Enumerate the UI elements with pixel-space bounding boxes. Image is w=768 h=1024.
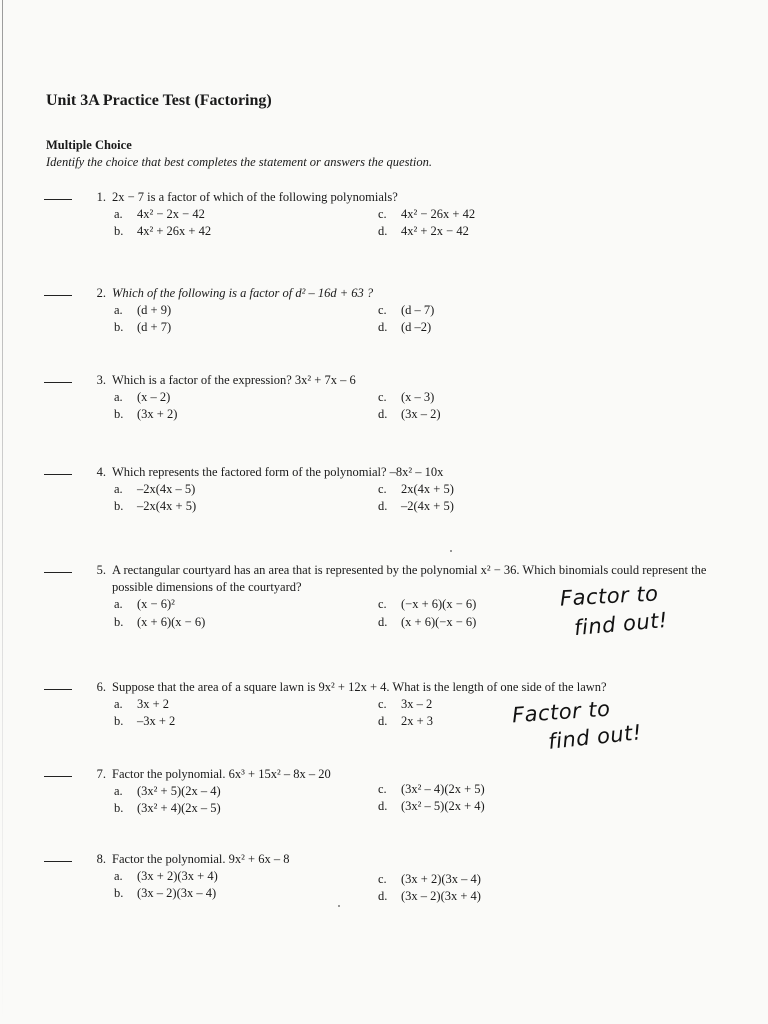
option-letter: a. [114, 303, 123, 317]
option-letter: d. [378, 615, 388, 629]
option-text: 2x + 3 [401, 714, 434, 728]
option-letter: d. [378, 889, 388, 903]
answer-blank[interactable] [44, 382, 72, 383]
question-number: 2. [96, 286, 106, 300]
option-text: (x – 2) [137, 390, 171, 404]
option-letter: a. [114, 597, 123, 611]
option-letter: a. [114, 697, 123, 711]
scan-speck [338, 905, 340, 907]
option-text: (d + 9) [137, 303, 172, 317]
option-letter: b. [114, 407, 124, 421]
option-text: (3x + 2)(3x + 4) [137, 869, 218, 883]
option-text: (3x² + 5)(2x – 4) [137, 784, 221, 798]
question-stem: A rectangular courtyard has an area that is represented by the polynomial x² − 36. Which binomials could represent the possible dimensions of the courtyard? [112, 563, 707, 594]
scan-speck [450, 550, 452, 552]
option-text: 2x(4x + 5) [401, 482, 454, 496]
option-text: (3x + 2)(3x – 4) [401, 872, 481, 886]
option-letter: d. [378, 799, 388, 813]
answer-blank[interactable] [44, 776, 72, 777]
answer-blank[interactable] [44, 474, 72, 475]
option-letter: a. [114, 482, 123, 496]
option-text: (3x² – 5)(2x + 4) [401, 799, 485, 813]
question-number: 6. [96, 680, 106, 694]
option-letter: a. [114, 784, 123, 798]
option-text: (x – 3) [401, 390, 435, 404]
question-number: 8. [96, 852, 106, 866]
option-letter: d. [378, 714, 388, 728]
option-letter: a. [114, 207, 123, 221]
option-letter: b. [114, 615, 124, 629]
option-text: (3x – 2)(3x – 4) [137, 886, 217, 900]
question-number: 4. [96, 465, 106, 479]
option-letter: c. [378, 782, 387, 796]
question-stem: Which of the following is a factor of d² – 16d + 63 ? [112, 286, 374, 300]
option-letter: d. [378, 499, 388, 513]
option-letter: b. [114, 320, 124, 334]
option-text: (3x² – 4)(2x + 5) [401, 782, 485, 796]
option-letter: a. [114, 869, 123, 883]
option-text: (x − 6)² [137, 597, 175, 611]
option-text: –2x(4x + 5) [137, 499, 197, 513]
handwritten-note-line2: find out! [547, 720, 643, 754]
option-letter: c. [378, 482, 387, 496]
question-stem: Which represents the factored form of the polynomial? –8x² – 10x [112, 465, 444, 479]
handwritten-note-line1: Factor to [559, 581, 660, 611]
option-text: 4x² − 2x − 42 [137, 207, 205, 221]
question-number: 3. [96, 373, 106, 387]
option-letter: a. [114, 390, 123, 404]
option-letter: c. [378, 390, 387, 404]
option-letter: d. [378, 320, 388, 334]
option-text: –3x + 2 [137, 714, 176, 728]
option-letter: b. [114, 499, 124, 513]
answer-blank[interactable] [44, 295, 72, 296]
question-stem: Factor the polynomial. 6x³ + 15x² – 8x – 20 [112, 767, 331, 781]
section-heading: Multiple Choice [46, 138, 132, 152]
question-stem: Which is a factor of the expression? 3x² + 7x – 6 [112, 373, 356, 387]
option-text: 4x² − 26x + 42 [401, 207, 476, 221]
option-text: 3x – 2 [401, 697, 433, 711]
page-edge [2, 0, 3, 1024]
answer-blank[interactable] [44, 689, 72, 690]
option-text: (3x – 2) [401, 407, 441, 421]
option-text: –2x(4x – 5) [137, 482, 196, 496]
section-instructions: Identify the choice that best completes the statement or answers the question. [46, 155, 433, 169]
option-text: (3x² + 4)(2x – 5) [137, 801, 221, 815]
option-text: –2(4x + 5) [401, 499, 454, 513]
answer-blank[interactable] [44, 199, 72, 200]
option-letter: c. [378, 872, 387, 886]
option-letter: b. [114, 224, 124, 238]
option-text: (d – 7) [401, 303, 435, 317]
question-stem: 2x − 7 is a factor of which of the following polynomials? [112, 190, 398, 204]
option-text: (−x + 6)(x − 6) [401, 597, 477, 611]
option-letter: c. [378, 303, 387, 317]
option-letter: c. [378, 207, 387, 221]
question-number: 7. [96, 767, 106, 781]
option-letter: b. [114, 886, 124, 900]
handwritten-note-line1: Factor to [511, 696, 612, 728]
option-letter: c. [378, 597, 387, 611]
option-text: (d –2) [401, 320, 432, 334]
question-stem: Factor the polynomial. 9x² + 6x – 8 [112, 852, 290, 866]
page-title: Unit 3A Practice Test (Factoring) [46, 92, 272, 109]
option-letter: b. [114, 714, 124, 728]
answer-blank[interactable] [44, 861, 72, 862]
option-letter: c. [378, 697, 387, 711]
option-text: (3x – 2)(3x + 4) [401, 889, 481, 903]
option-letter: d. [378, 407, 388, 421]
option-text: 3x + 2 [137, 697, 170, 711]
option-text: 4x² + 2x − 42 [401, 224, 469, 238]
question-number: 1. [96, 190, 106, 204]
option-text: (d + 7) [137, 320, 172, 334]
option-text: (x + 6)(−x − 6) [401, 615, 477, 629]
option-text: (x + 6)(x − 6) [137, 615, 206, 629]
answer-blank[interactable] [44, 572, 72, 573]
option-letter: b. [114, 801, 124, 815]
option-text: 4x² + 26x + 42 [137, 224, 212, 238]
handwritten-note-line2: find out! [573, 607, 669, 641]
option-letter: d. [378, 224, 388, 238]
option-text: (3x + 2) [137, 407, 178, 421]
question-stem: Suppose that the area of a square lawn is 9x² + 12x + 4. What is the length of one side of the lawn? [112, 680, 607, 694]
question-number: 5. [96, 563, 106, 577]
